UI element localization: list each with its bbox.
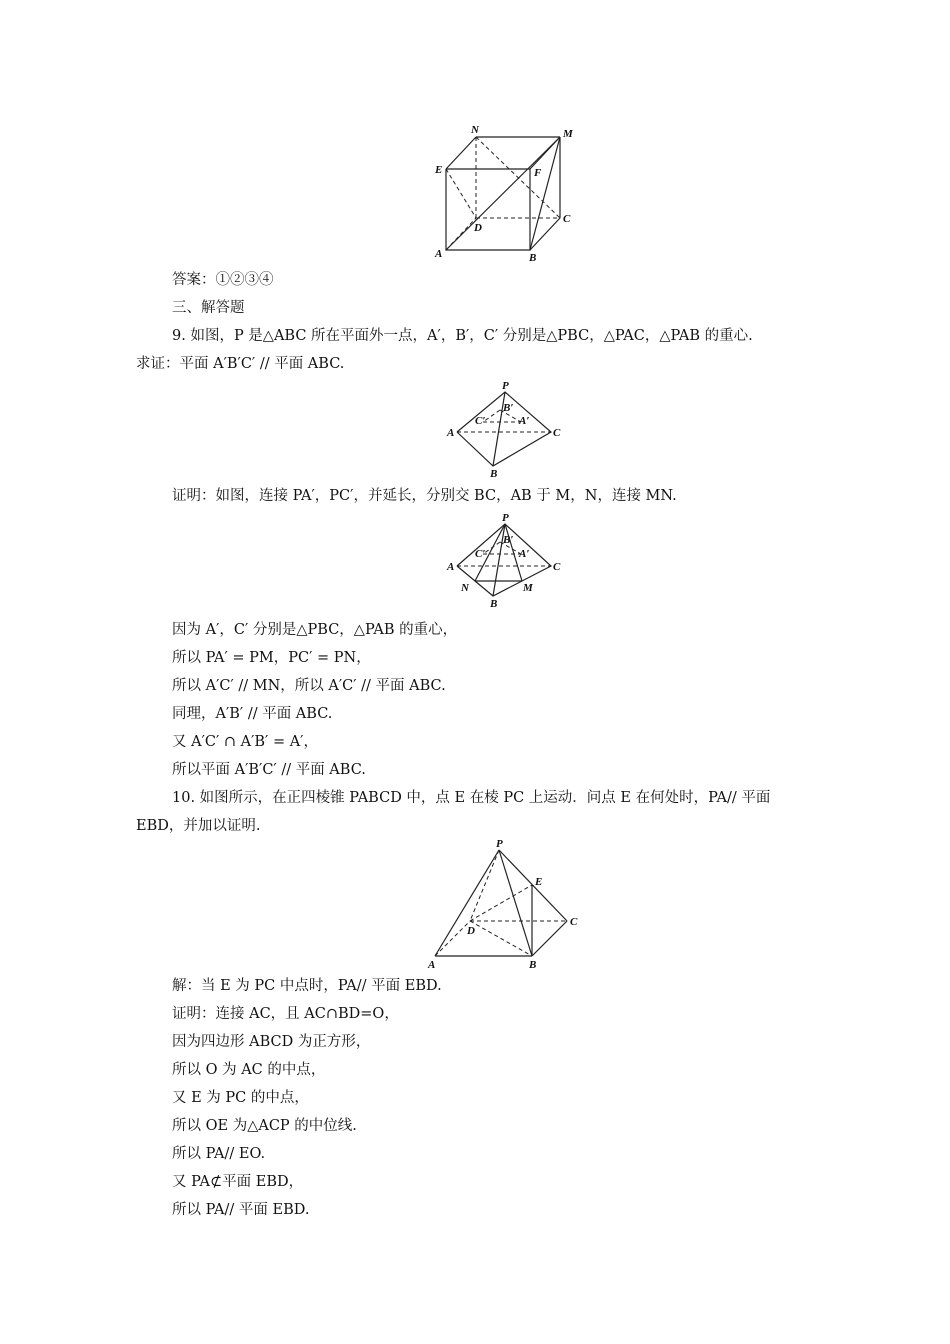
label-C-prime: C′ <box>475 548 486 560</box>
label-N: N <box>461 582 469 594</box>
solution10-line4: 所以 O 为 AC 的中点， <box>172 1062 326 1078</box>
answer-line: 答案：①②③④ <box>172 272 274 288</box>
label-E: E <box>535 876 543 888</box>
label-M: M <box>523 582 533 594</box>
proof9-line2: 所以 PA′ = PM，PC′ = PN， <box>172 650 371 666</box>
label-A: A <box>447 561 455 573</box>
label-M: M <box>563 128 573 140</box>
label-C: C <box>563 213 571 225</box>
solution10-line2: 证明：连接 AC，且 AC∩BD=O， <box>172 1006 399 1022</box>
solution10-line7: 所以 PA// EO. <box>172 1146 266 1162</box>
problem10-line1: 10. 如图所示，在正四棱锥 PABCD 中，点 E 在棱 PC 上运动．问点 E 在何处时，PA// 平面 <box>172 790 771 806</box>
label-A: A <box>447 427 455 439</box>
label-P: P <box>496 838 503 850</box>
problem10-line2: EBD，并加以证明. <box>136 818 261 834</box>
label-A-prime: A′ <box>519 415 530 427</box>
section-heading: 三、解答题 <box>172 300 245 316</box>
proof9-line5: 又 A′C′ ∩ A′B′ = A′， <box>172 734 318 750</box>
solution10-line6: 所以 OE 为△ACP 的中位线. <box>172 1118 357 1134</box>
label-P: P <box>502 380 509 392</box>
label-B-prime: B′ <box>503 402 514 414</box>
problem9-line2: 求证：平面 A′B′C′ // 平面 ABC. <box>136 356 345 372</box>
proof9-line1: 因为 A′，C′ 分别是△PBC，△PAB 的重心， <box>172 622 458 638</box>
label-P: P <box>502 512 509 524</box>
label-A: A <box>428 959 436 971</box>
tetrahedron-figure <box>445 380 565 480</box>
tetrahedron-medians-figure <box>445 510 565 610</box>
problem9-line1: 9. 如图，P 是△ABC 所在平面外一点，A′，B′，C′ 分别是△PBC，△PAC，△PAB 的重心. <box>172 328 753 344</box>
label-F: F <box>534 167 542 179</box>
label-A: A <box>435 248 443 260</box>
label-A-prime: A′ <box>519 548 530 560</box>
label-D: D <box>474 222 482 234</box>
label-N: N <box>471 124 479 136</box>
label-C: C <box>553 427 561 439</box>
solution10-line3: 因为四边形 ABCD 为正方形， <box>172 1034 371 1050</box>
label-D: D <box>467 925 475 937</box>
label-C-prime: C′ <box>475 415 486 427</box>
label-B: B <box>490 598 498 610</box>
square-pyramid-figure <box>425 838 585 971</box>
proof9-intro: 证明：如图，连接 PA′，PC′，并延长，分别交 BC，AB 于 M，N，连接 MN. <box>172 488 677 504</box>
proof9-line3: 所以 A′C′ // MN，所以 A′C′ // 平面 ABC. <box>172 678 446 694</box>
proof9-line6: 所以平面 A′B′C′ // 平面 ABC. <box>172 762 366 778</box>
label-B: B <box>529 959 537 971</box>
label-E: E <box>435 164 443 176</box>
label-B: B <box>490 468 498 480</box>
solution10-line9: 所以 PA// 平面 EBD. <box>172 1202 310 1218</box>
label-B-prime: B′ <box>503 534 514 546</box>
label-C: C <box>553 561 561 573</box>
cube-figure <box>430 120 575 265</box>
solution10-line1: 解：当 E 为 PC 中点时，PA// 平面 EBD. <box>172 978 442 994</box>
solution10-line8: 又 PA⊄平面 EBD， <box>172 1174 304 1190</box>
solution10-line5: 又 E 为 PC 的中点， <box>172 1090 309 1106</box>
label-C: C <box>570 916 578 928</box>
proof9-line4: 同理，A′B′ // 平面 ABC. <box>172 706 333 722</box>
label-B: B <box>529 252 537 264</box>
